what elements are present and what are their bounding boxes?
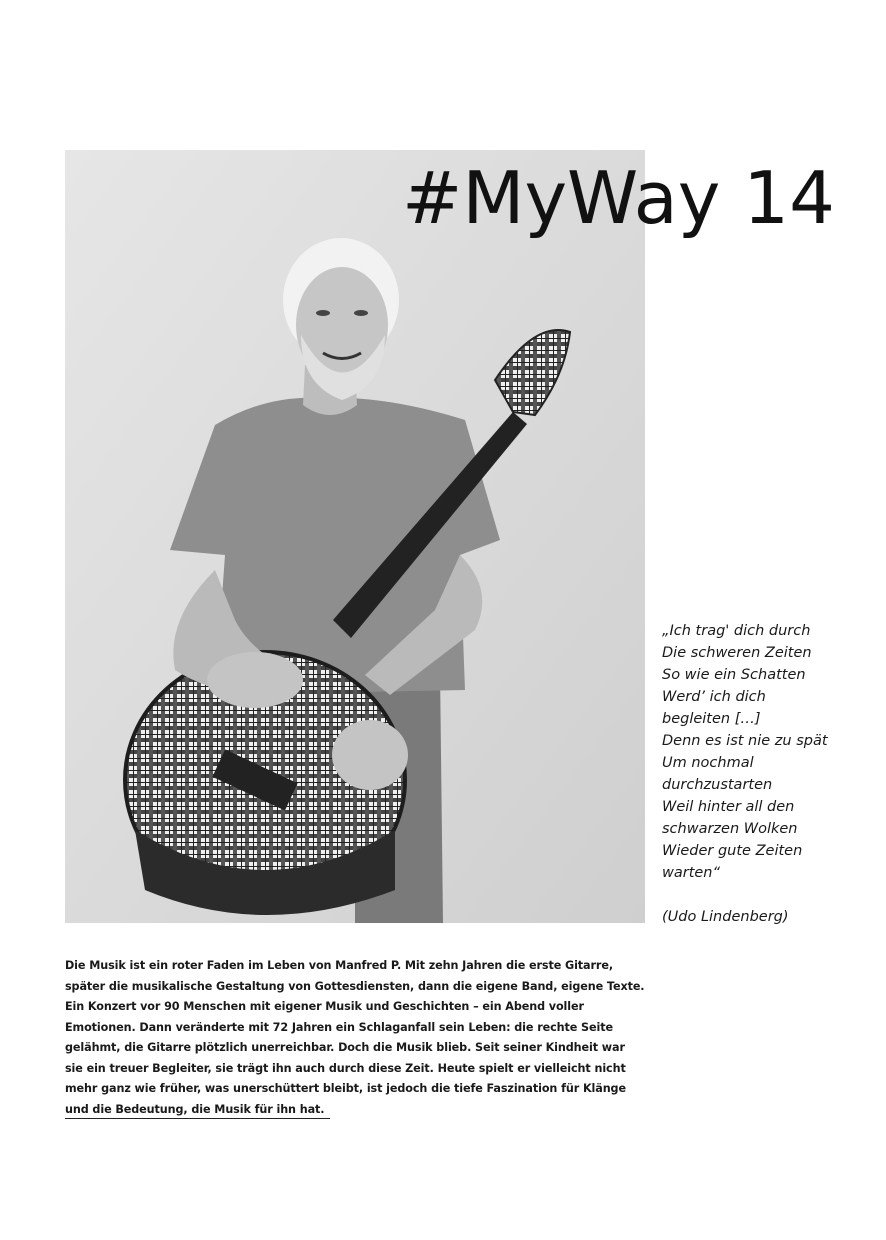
quote-line: So wie ein Schatten xyxy=(662,667,806,683)
quote-line: warten“ xyxy=(662,865,721,881)
quote-line: Wieder gute Zeiten xyxy=(662,843,803,859)
song-quote xyxy=(662,620,877,928)
portrait-photo xyxy=(65,150,645,923)
quote-line: „Ich trag' dich durch xyxy=(662,623,811,639)
quote-line: Die schweren Zeiten xyxy=(662,645,812,661)
quote-source: (Udo Lindenberg) xyxy=(662,909,789,925)
quote-line: schwarzen Wolken xyxy=(662,821,798,837)
story-paragraph: Die Musik ist ein roter Faden im Leben von Manfred P. Mit zehn Jahren die erste Gitarre, später die musikalische Gestaltung von Gottesdiensten, dann die eigene Band, eigene Texte. Ein Konzert vor 90 Menschen mit eigener Musik und Geschichten – ein Abend voller Emotionen. Dann veränderte mit 72 Jahren ein Schlaganfall sein Leben: die rechte Seite gelähmt, die Gitarre plötzlich unerreichbar. Doch die Musik blieb. Seit seiner Kindheit war sie ein treuer Begleiter, sie trägt ihn auch durch diese Zeit. Heute spielt er vielleicht nicht mehr ganz wie früher, was unerschüttert bleibt, ist jedoch die tiefe Faszination für Klänge und die Bedeutung, die Musik für ihn hat. xyxy=(65,959,645,1116)
quote-line: Weil hinter all den xyxy=(662,799,795,815)
man-with-guitar-illustration xyxy=(65,150,645,923)
quote-line: begleiten […] xyxy=(662,711,761,727)
page-title: #MyWay 14 xyxy=(402,156,835,240)
quote-line: Denn es ist nie zu spät xyxy=(662,733,828,749)
quote-line: Um nochmal xyxy=(662,755,754,771)
quote-line: durchzustarten xyxy=(662,777,773,793)
quote-line: Werd’ ich dich xyxy=(662,689,766,705)
divider-line xyxy=(65,1118,330,1119)
